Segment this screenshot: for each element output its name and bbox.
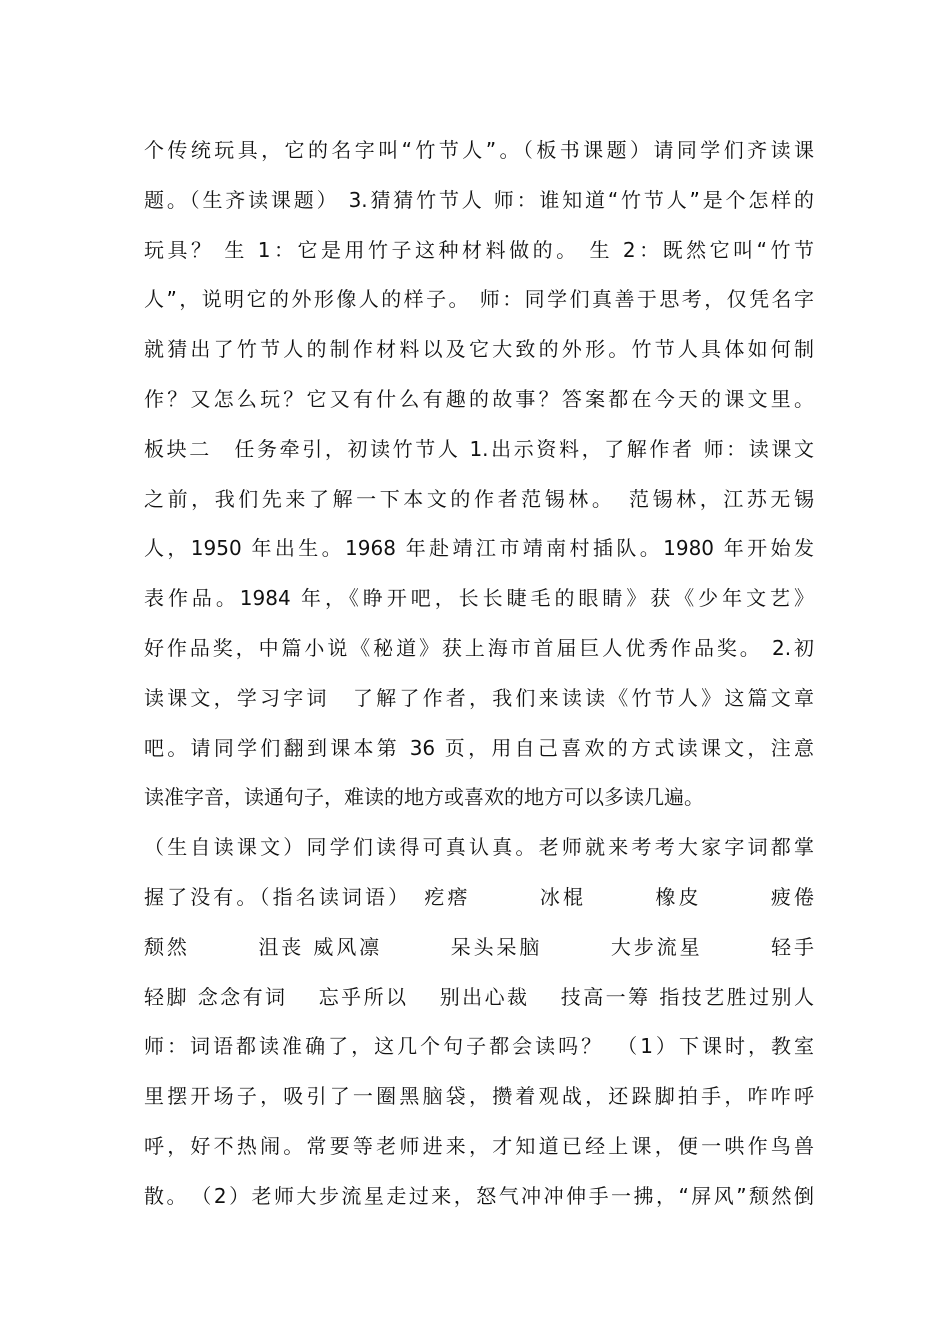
text-line: 轻脚 念念有词 忘乎所以 别出心裁 技高一筹 指技艺胜过别人 — [144, 984, 814, 1009]
text-line: 握了没有。（指名读词语） 疙瘩 冰棍 橡皮 疲倦 — [144, 884, 814, 909]
text-line: 个传统玩具，它的名字叫“竹节人”。（板书课题）请同学们齐读课 — [144, 138, 814, 162]
text-line: 师：词语都读准确了，这几个句子都会读吗？ （1）下课时，教室 — [144, 1034, 814, 1059]
text-line: 表作品。1984 年，《睁开吧，长长睫毛的眼睛》获《少年文艺》 — [144, 586, 814, 611]
text-line: 呼，好不热闹。常要等老师进来，才知道已经上课，便一哄作鸟兽 — [144, 1133, 814, 1158]
text-line: 之前，我们先来了解一下本文的作者范锡林。 范锡林，江苏无锡 — [144, 486, 814, 511]
text-line: 好作品奖，中篇小说《秘道》获上海市首届巨人优秀作品奖。 2.初 — [144, 635, 814, 660]
text-line: 板块二 任务牵引，初读竹节人 1.出示资料，了解作者 师：读课文 — [144, 436, 814, 461]
text-line: 吧。请同学们翻到课本第 36 页，用自己喜欢的方式读课文，注意 — [144, 735, 814, 760]
text-line: 题。（生齐读课题） 3.猜猜竹节人 师：谁知道“竹节人”是个怎样的 — [144, 187, 814, 212]
text-line: 颓然 沮丧 威风凛 呆头呆脑 大步流星 轻手 — [144, 934, 814, 959]
text-line: 玩具？ 生 1：它是用竹子这种材料做的。 生 2：既然它叫“竹节 — [144, 237, 814, 262]
text-line: 里摆开场子，吸引了一圈黑脑袋，攒着观战，还跺脚拍手，咋咋呼 — [144, 1084, 814, 1109]
text-line: 读课文，学习字词 了解了作者，我们来读读《竹节人》这篇文章 — [144, 685, 814, 710]
text-line: （生自读课文）同学们读得可真认真。老师就来考考大家字词都掌 — [144, 835, 814, 860]
text-line: 就猜出了竹节人的制作材料以及它大致的外形。竹节人具体如何制 — [144, 337, 814, 362]
text-line: 作？又怎么玩？它又有什么有趣的故事？答案都在今天的课文里。 — [144, 386, 814, 411]
body-text — [144, 126, 814, 1222]
text-line: 散。 （2）老师大步流星走过来，怒气冲冲伸手一拂，“屏风”颓然倒 — [144, 1183, 814, 1208]
text-line: 读准字音，读通句子，难读的地方或喜欢的地方可以多读几遍。 — [144, 785, 704, 810]
text-line: 人”，说明它的外形像人的样子。 师：同学们真善于思考，仅凭名字 — [144, 287, 814, 312]
text-line: 人，1950 年出生。1968 年赴靖江市靖南村插队。1980 年开始发 — [144, 536, 814, 561]
